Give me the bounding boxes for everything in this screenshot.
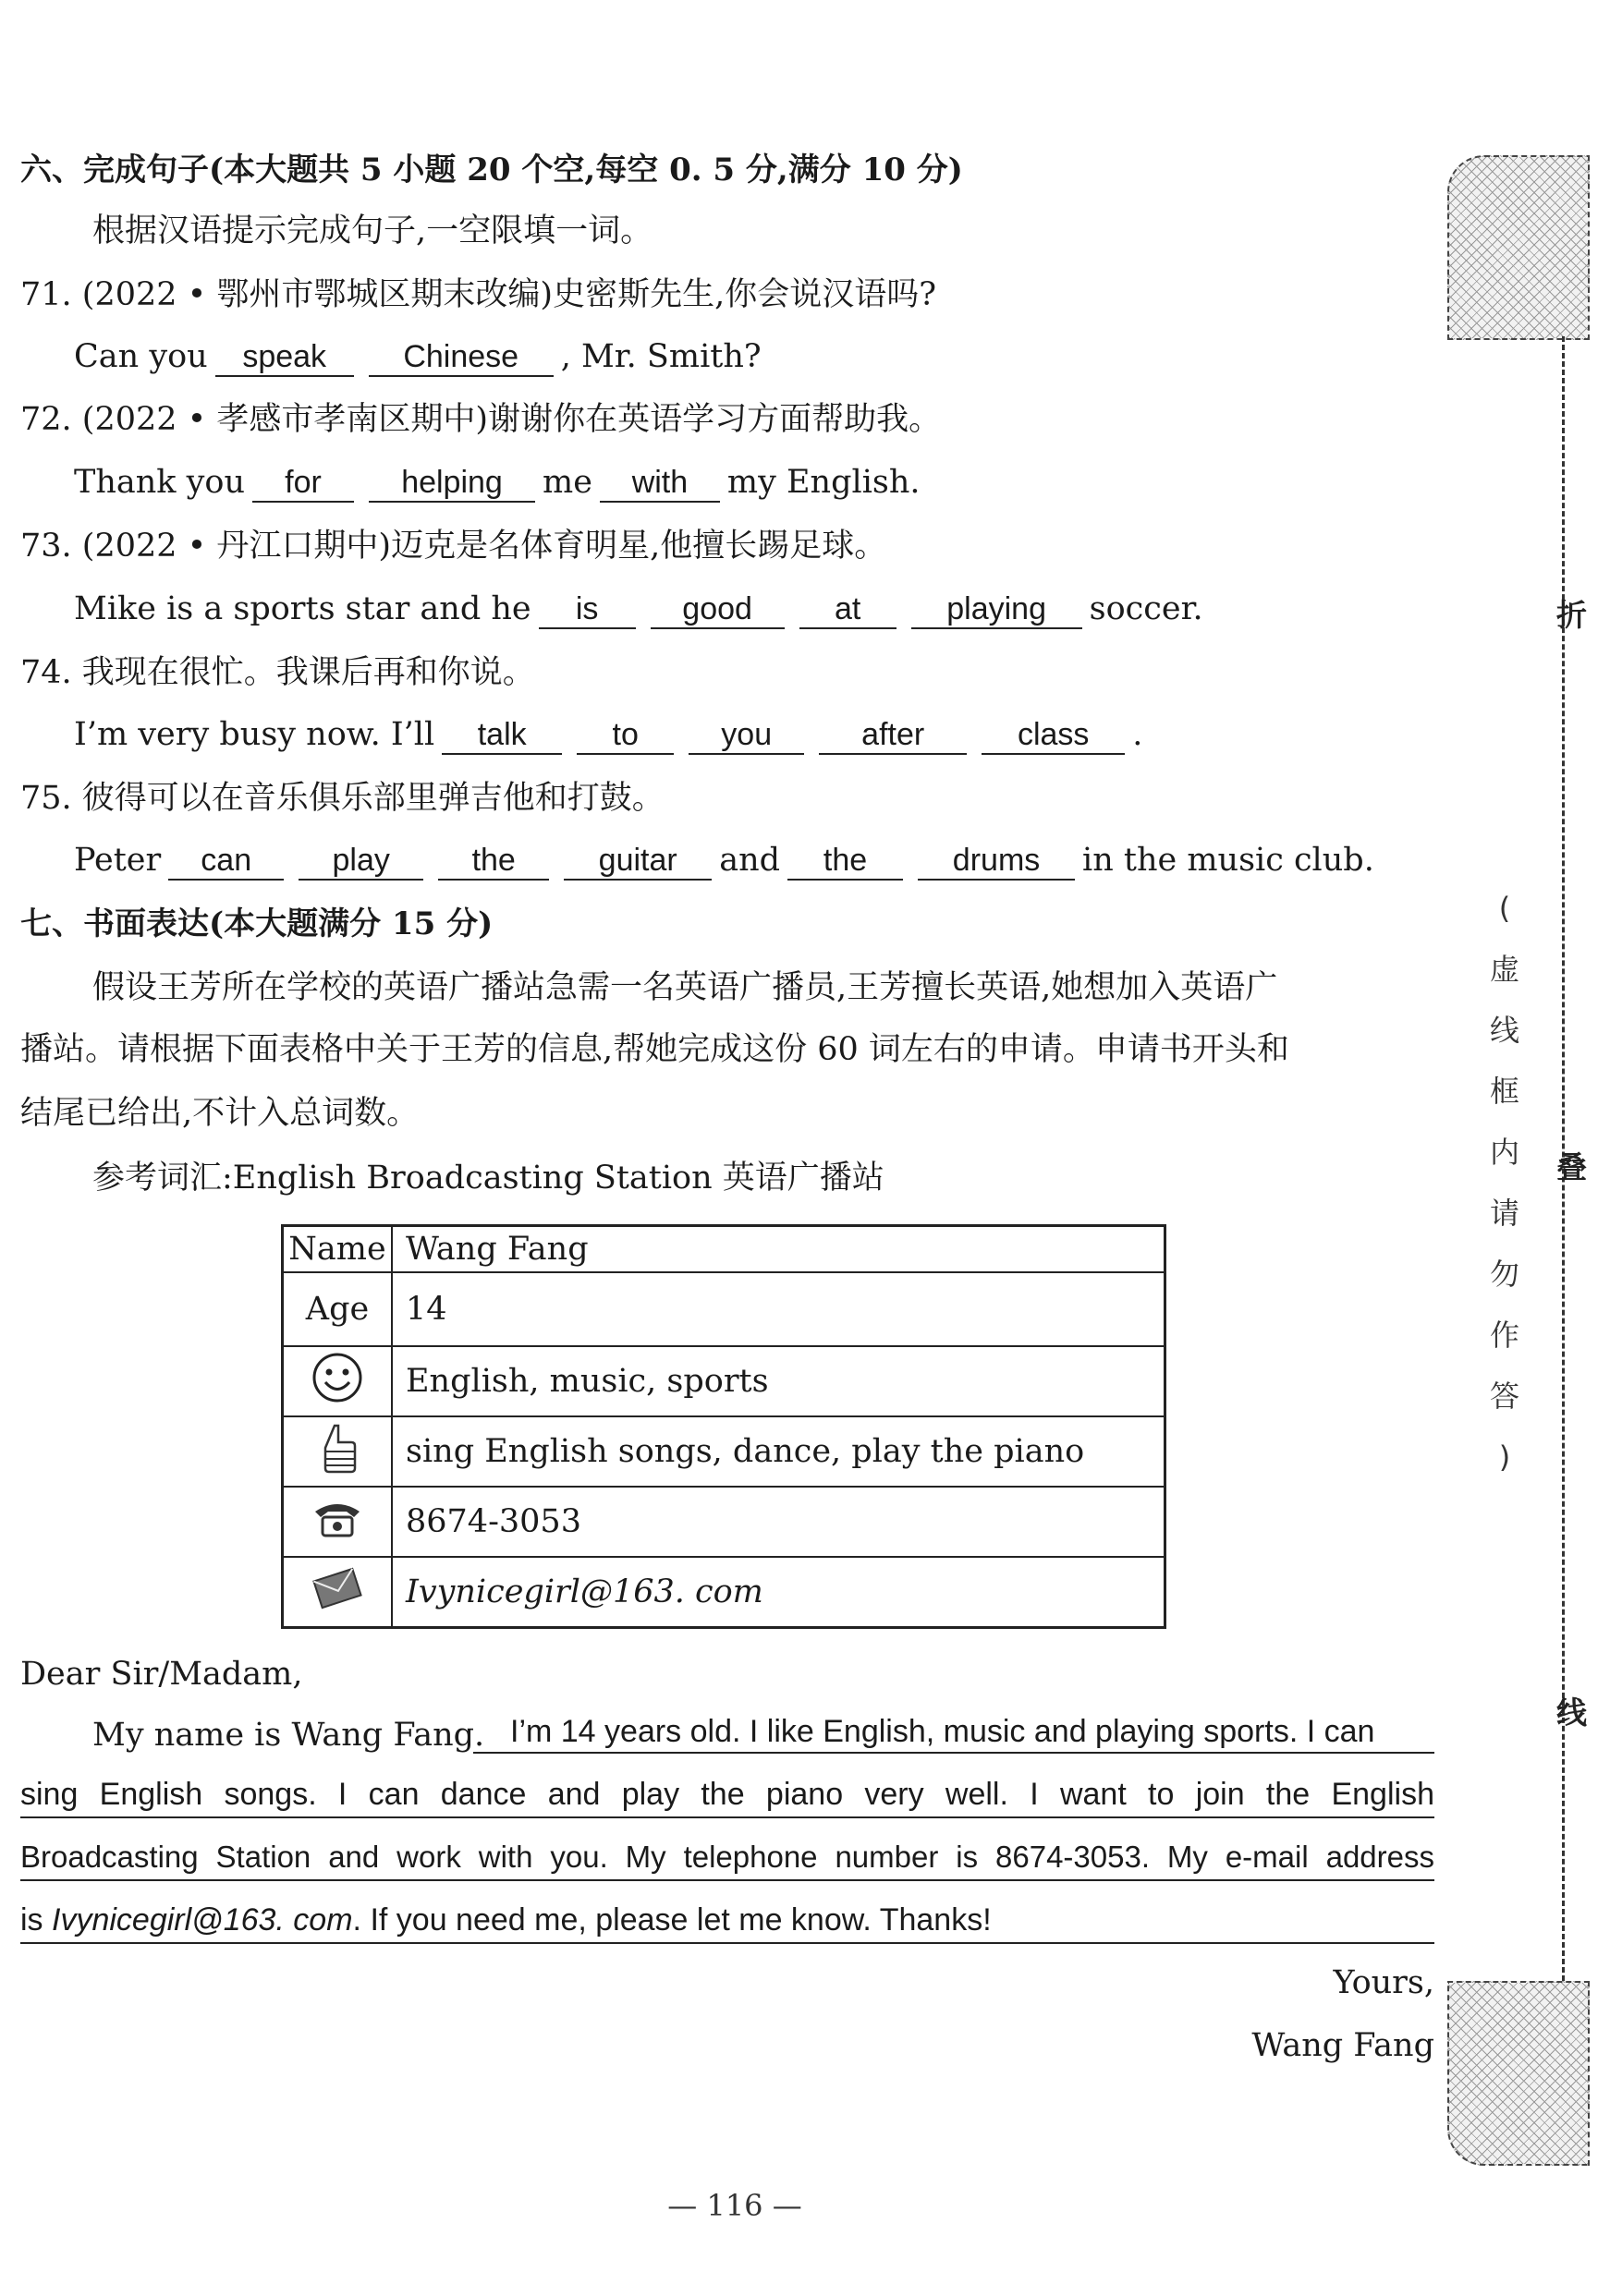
phone-value: 8674-3053 bbox=[392, 1487, 1165, 1557]
q75-text-2: and bbox=[719, 842, 781, 879]
info-table bbox=[281, 1224, 1166, 1629]
margin-notice bbox=[1486, 878, 1523, 1488]
q71-answer-1: speak bbox=[215, 338, 354, 377]
q75-answer-2: play bbox=[299, 842, 423, 881]
margin-notice-char: 虚 bbox=[1489, 952, 1519, 987]
margin-notice-char: 内 bbox=[1489, 1135, 1519, 1170]
q72-answer-3: with bbox=[600, 464, 720, 503]
name-label: Name bbox=[283, 1226, 393, 1273]
q73-text-2: soccer. bbox=[1089, 590, 1203, 627]
q73-sentence bbox=[74, 589, 1203, 629]
letter-line-2: sing English songs. I can dance and play the piano very well. I want to join the English bbox=[20, 1774, 1434, 1818]
section7-para-1: 假设王芳所在学校的英语广播站急需一名英语广播员,王芳擅长英语,她想加入英语广 bbox=[92, 969, 1278, 1006]
q72-prompt: 72. (2022 • 孝感市孝南区期中)谢谢你在英语学习方面帮助我。 bbox=[20, 401, 942, 438]
section7-para-2: 播站。请根据下面表格中关于王芳的信息,帮她完成这份 60 词左右的申请。申请书开头和 bbox=[20, 1031, 1289, 1068]
smiley-icon bbox=[283, 1346, 393, 1416]
table-row-age bbox=[283, 1272, 1165, 1346]
section7-para-3: 结尾已给出,不计入总词数。 bbox=[20, 1095, 420, 1132]
margin-notice-char: 勿 bbox=[1489, 1257, 1519, 1292]
q75-answer-1: can bbox=[168, 842, 284, 881]
q75-answer-6: drums bbox=[918, 842, 1075, 881]
q72-text-3: my English. bbox=[726, 464, 921, 501]
fold-label-1: 折 bbox=[1556, 597, 1587, 633]
q72-sentence bbox=[74, 462, 921, 503]
q74-answer-5: class bbox=[982, 716, 1125, 755]
q72-answer-2: helping bbox=[369, 464, 535, 503]
table-row-phone bbox=[283, 1487, 1165, 1557]
letter-signature: Wang Fang bbox=[1251, 2027, 1434, 2064]
q71-text-2: , Mr. Smith? bbox=[560, 338, 762, 375]
q74-sentence bbox=[74, 714, 1142, 755]
letter-line-4-prefix: is bbox=[20, 1902, 43, 1938]
q75-prompt: 75. 彼得可以在音乐俱乐部里弹吉他和打鼓。 bbox=[20, 780, 665, 817]
q71-answer-2: Chinese bbox=[369, 338, 554, 377]
q74-answer-3: you bbox=[689, 716, 804, 755]
q75-text-1: Peter bbox=[74, 842, 162, 879]
section7-vocab: 参考词汇:English Broadcasting Station 英语广播站 bbox=[92, 1160, 884, 1197]
margin-hatch-bottom bbox=[1447, 1981, 1590, 2166]
q71-prompt: 71. (2022 • 鄂州市鄂城区期末改编)史密斯先生,你会说汉语吗? bbox=[20, 276, 936, 313]
margin-notice-char: 请 bbox=[1489, 1196, 1519, 1231]
margin-notice-char: ) bbox=[1498, 1440, 1511, 1475]
email-value: Ivynicegirl@163. com bbox=[392, 1557, 1165, 1628]
name-value: Wang Fang bbox=[392, 1226, 1165, 1273]
margin-notice-char: 框 bbox=[1489, 1074, 1519, 1109]
q73-answer-1: is bbox=[539, 590, 636, 629]
envelope-icon bbox=[283, 1557, 393, 1628]
table-row-email bbox=[283, 1557, 1165, 1628]
q75-sentence bbox=[74, 840, 1374, 881]
age-label: Age bbox=[283, 1272, 393, 1346]
letter-line-4-rest: . If you need me, please let me know. Thanks! bbox=[352, 1902, 992, 1938]
age-value: 14 bbox=[392, 1272, 1165, 1346]
q72-answer-1: for bbox=[252, 464, 354, 503]
telephone-icon bbox=[283, 1487, 393, 1557]
q71-text-1: Can you bbox=[74, 338, 208, 375]
thumbs-up-icon bbox=[283, 1416, 393, 1487]
q73-answer-2: good bbox=[651, 590, 785, 629]
q75-text-3: in the music club. bbox=[1082, 842, 1374, 879]
q73-answer-3: at bbox=[799, 590, 896, 629]
likes-value: English, music, sports bbox=[392, 1346, 1165, 1416]
fold-label-3: 线 bbox=[1556, 1695, 1587, 1731]
table-row-name bbox=[283, 1226, 1165, 1273]
q72-text-1: Thank you bbox=[74, 464, 246, 501]
q73-answer-4: playing bbox=[911, 590, 1082, 629]
q72-text-2: me bbox=[543, 464, 592, 501]
fold-label-2: 叠 bbox=[1556, 1149, 1587, 1185]
margin-notice-char: 作 bbox=[1489, 1318, 1519, 1353]
letter-line-4 bbox=[20, 1900, 1434, 1944]
margin-notice-char: ( bbox=[1498, 891, 1511, 926]
good-at-value: sing English songs, dance, play the piano bbox=[392, 1416, 1165, 1487]
q74-answer-4: after bbox=[819, 716, 967, 755]
q75-answer-5: the bbox=[787, 842, 903, 881]
margin-notice-char: 线 bbox=[1489, 1013, 1519, 1048]
letter-line-1: I’m 14 years old. I like English, music and playing sports. I can bbox=[473, 1711, 1434, 1754]
q74-text-1: I’m very busy now. I’ll bbox=[74, 716, 435, 753]
letter-intro: My name is Wang Fang. bbox=[92, 1717, 485, 1754]
q75-answer-3: the bbox=[438, 842, 549, 881]
q74-answer-1: talk bbox=[442, 716, 562, 755]
q73-prompt: 73. (2022 • 丹江口期中)迈克是名体育明星,他擅长踢足球。 bbox=[20, 528, 887, 565]
q75-answer-4: guitar bbox=[564, 842, 712, 881]
table-row-good-at bbox=[283, 1416, 1165, 1487]
section6-heading: 六、完成句子(本大题共 5 小题 20 个空,每空 0. 5 分,满分 10 分) bbox=[20, 152, 963, 188]
q74-answer-2: to bbox=[577, 716, 674, 755]
q74-text-2: . bbox=[1132, 716, 1143, 753]
table-row-likes bbox=[283, 1346, 1165, 1416]
letter-closing: Yours, bbox=[1333, 1964, 1434, 2001]
page-number: — 116 — bbox=[667, 2188, 802, 2223]
section7-heading: 七、书面表达(本大题满分 15 分) bbox=[20, 905, 494, 942]
q73-text-1: Mike is a sports star and he bbox=[74, 590, 531, 627]
letter-line-4-email: Ivynicegirl@163. com bbox=[52, 1902, 353, 1938]
q74-prompt: 74. 我现在很忙。我课后再和你说。 bbox=[20, 654, 535, 691]
letter-line-3: Broadcasting Station and work with you. My telephone number is 8674-3053. My e-mail address bbox=[20, 1837, 1434, 1881]
letter-greeting: Dear Sir/Madam, bbox=[20, 1656, 303, 1693]
margin-hatch-top bbox=[1447, 155, 1590, 340]
section6-instruction: 根据汉语提示完成句子,一空限填一词。 bbox=[92, 213, 653, 249]
q71-sentence bbox=[74, 336, 762, 377]
margin-notice-char: 答 bbox=[1489, 1379, 1519, 1414]
